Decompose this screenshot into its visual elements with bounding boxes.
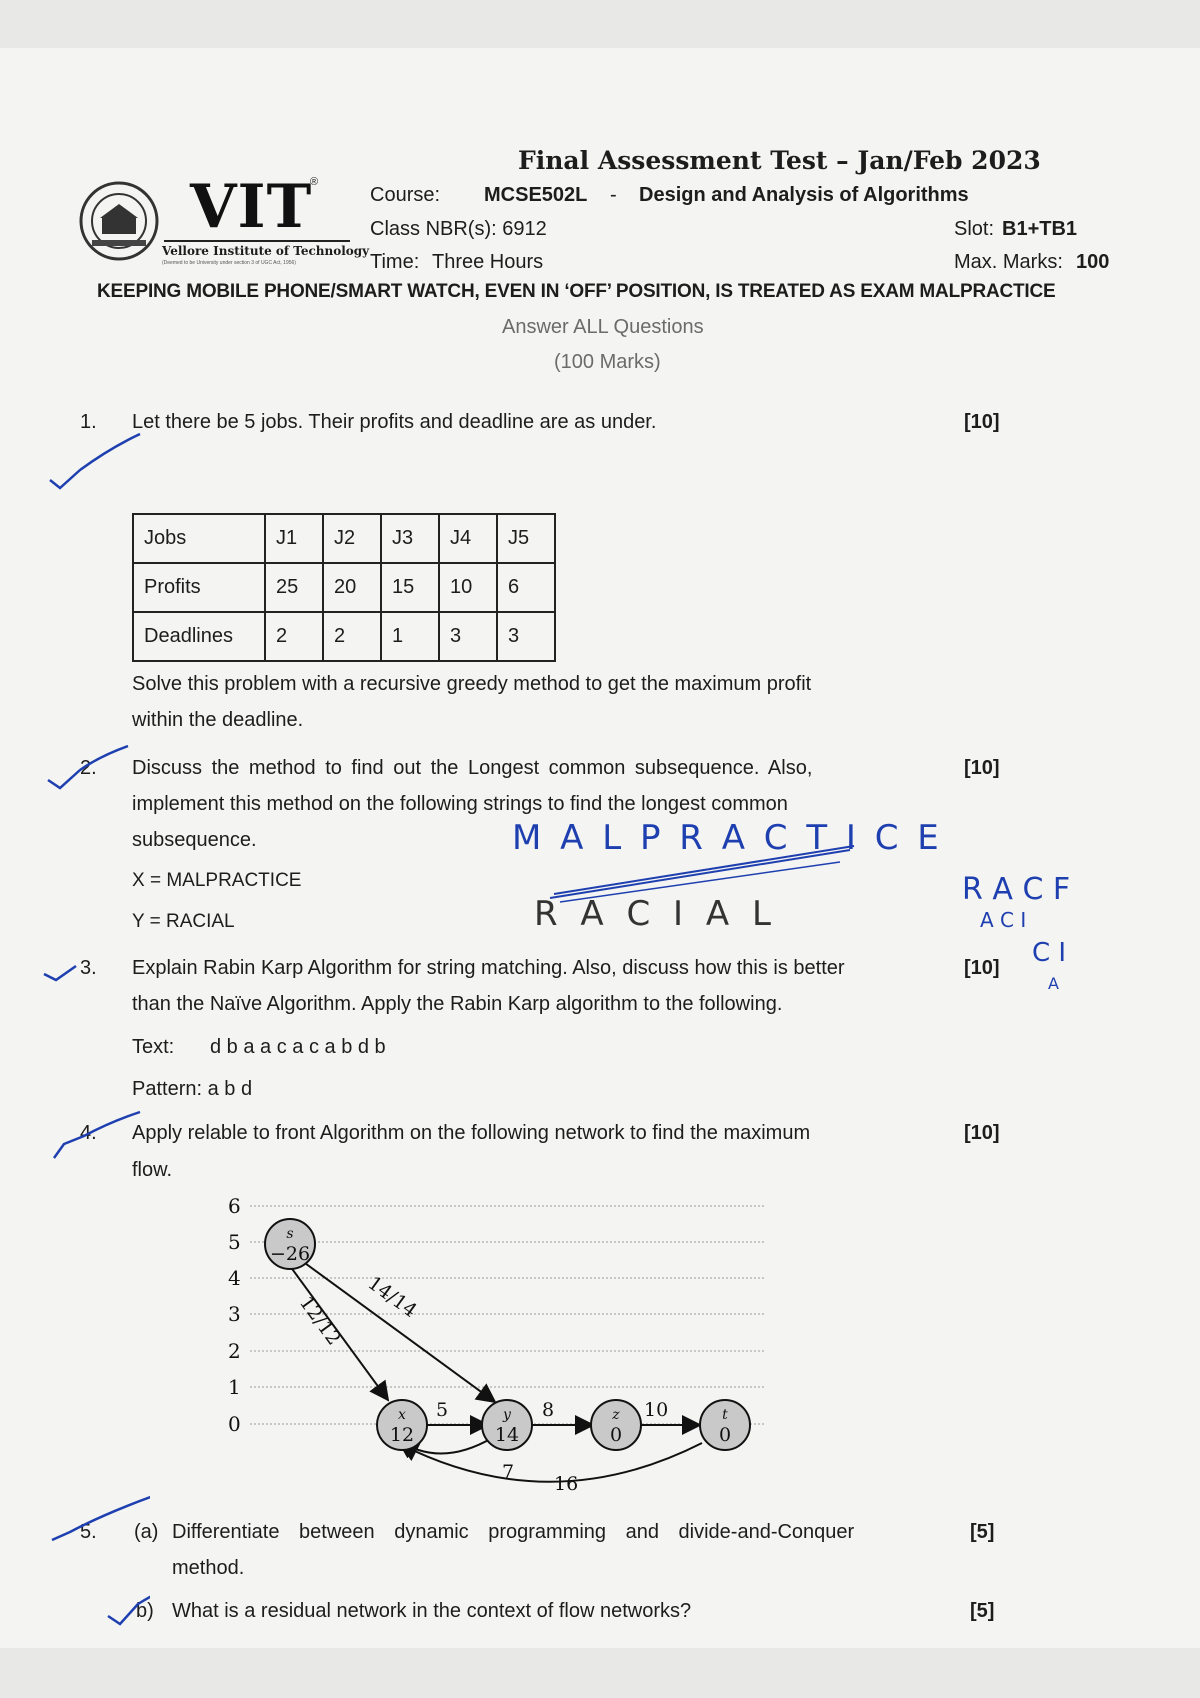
q2-line2: implement this method on the following strings to find the longest common bbox=[132, 793, 788, 815]
time-label: Time: bbox=[370, 251, 420, 273]
vit-logo-subtitle: Vellore Institute of Technology bbox=[162, 244, 370, 258]
max-marks-value: 100 bbox=[1076, 251, 1110, 273]
node-t-name: t bbox=[722, 1407, 728, 1423]
table-cell: 2 bbox=[265, 612, 323, 661]
handwritten-note-2: A C I bbox=[980, 908, 1027, 932]
q5-number: 5. bbox=[80, 1521, 97, 1543]
node-y-name: y bbox=[503, 1407, 511, 1423]
q2-string-x: X = MALPRACTICE bbox=[132, 870, 302, 891]
table-row bbox=[133, 563, 555, 612]
vit-logo bbox=[74, 172, 370, 266]
edge-label-s-y: 14/14 bbox=[363, 1272, 421, 1323]
q5a-label: (a) bbox=[134, 1521, 159, 1543]
edge-label-y-z: 8 bbox=[542, 1399, 555, 1421]
table-row bbox=[133, 514, 555, 563]
node-z-name: z bbox=[612, 1407, 620, 1423]
edge-label-x-y: 5 bbox=[436, 1399, 449, 1421]
registered-icon: ® bbox=[310, 176, 319, 188]
jobs-table bbox=[132, 513, 556, 662]
q3-text-value: d b a a c a c a b d b bbox=[210, 1036, 386, 1058]
handwritten-note-3: C I bbox=[1032, 938, 1067, 968]
max-marks-label: Max. Marks: bbox=[954, 251, 1063, 273]
level-label: 5 bbox=[228, 1230, 241, 1254]
q5b-text: What is a residual network in the context of flow networks? bbox=[172, 1600, 692, 1622]
exam-title: Final Assessment Test – Jan/Feb 2023 bbox=[518, 146, 1041, 175]
q4-line1: Apply relable to front Algorithm on the following network to find the maximum bbox=[132, 1122, 811, 1144]
q5b-label: b) bbox=[136, 1600, 154, 1622]
course-label: Course: bbox=[370, 184, 441, 206]
handwritten-note-1: R A C F bbox=[962, 872, 1071, 907]
level-label: 6 bbox=[228, 1194, 241, 1218]
table-cell: J4 bbox=[439, 514, 497, 563]
q3-marks: [10] bbox=[964, 957, 1000, 979]
q3-line1: Explain Rabin Karp Algorithm for string matching. Also, discuss how this is better bbox=[132, 957, 845, 979]
q1-marks: [10] bbox=[964, 411, 1000, 433]
course-name: Design and Analysis of Algorithms bbox=[639, 184, 969, 206]
level-label: 1 bbox=[228, 1375, 241, 1399]
vit-logo-text: VIT bbox=[190, 172, 313, 242]
q1-text: Let there be 5 jobs. Their profits and deadline are as under. bbox=[132, 411, 657, 433]
q3-text-label: Text: bbox=[132, 1036, 175, 1058]
node-s-name: s bbox=[286, 1226, 294, 1242]
table-cell: J5 bbox=[497, 514, 555, 563]
slot-label: Slot: bbox=[954, 218, 995, 240]
level-label: 2 bbox=[228, 1339, 241, 1363]
malpractice-warning: KEEPING MOBILE PHONE/SMART WATCH, EVEN IN ‘OFF’ POSITION, IS TREATED AS EXAM MALPRACTICE bbox=[97, 281, 1056, 302]
table-cell: Profits bbox=[133, 563, 265, 612]
table-cell: 2 bbox=[323, 612, 381, 661]
table-cell: J3 bbox=[381, 514, 439, 563]
table-row bbox=[133, 612, 555, 661]
q4-line2: flow. bbox=[132, 1159, 173, 1181]
table-cell: 3 bbox=[497, 612, 555, 661]
exam-paper bbox=[0, 48, 1200, 1648]
vit-logo-tiny: (Deemed to be University under section 3 of UGC Act, 1956) bbox=[162, 260, 296, 266]
q2-line3: subsequence. bbox=[132, 829, 257, 851]
edge-label-y-x: 7 bbox=[502, 1461, 515, 1483]
level-label: 0 bbox=[228, 1412, 241, 1436]
edge-label-s-x: 12/12 bbox=[294, 1292, 345, 1350]
table-cell: Deadlines bbox=[133, 612, 265, 661]
table-cell: J2 bbox=[323, 514, 381, 563]
q3-pattern: Pattern: a b d bbox=[132, 1078, 253, 1100]
table-cell: J1 bbox=[265, 514, 323, 563]
q2-string-y: Y = RACIAL bbox=[132, 911, 235, 932]
table-cell: 15 bbox=[381, 563, 439, 612]
q5a-line2: method. bbox=[172, 1557, 245, 1579]
course-code: MCSE502L bbox=[484, 184, 588, 206]
q2-line1: Discuss the method to find out the Longest common subsequence. Also, bbox=[132, 757, 813, 779]
q1-instruction-line1: Solve this problem with a recursive greedy method to get the maximum profit bbox=[132, 673, 812, 695]
table-cell: 3 bbox=[439, 612, 497, 661]
q3-line2: than the Naïve Algorithm. Apply the Rabin Karp algorithm to the following. bbox=[132, 993, 783, 1015]
q4-marks: [10] bbox=[964, 1122, 1000, 1144]
edge-label-t-x: 16 bbox=[554, 1473, 579, 1495]
time-value: Three Hours bbox=[432, 251, 544, 273]
q1-instruction-line2: within the deadline. bbox=[132, 709, 304, 731]
level-label: 4 bbox=[228, 1266, 241, 1290]
edge-t-x bbox=[400, 1443, 702, 1482]
vit-seal-icon bbox=[78, 180, 160, 262]
table-cell: 10 bbox=[439, 563, 497, 612]
level-label: 3 bbox=[228, 1302, 241, 1326]
table-cell: 20 bbox=[323, 563, 381, 612]
table-cell: 25 bbox=[265, 563, 323, 612]
node-x-name: x bbox=[398, 1407, 406, 1423]
node-z-value: 0 bbox=[609, 1424, 623, 1446]
table-cell: 1 bbox=[381, 612, 439, 661]
course-dash: - bbox=[610, 184, 617, 206]
table-cell: 6 bbox=[497, 563, 555, 612]
slot-value: B1+TB1 bbox=[1002, 218, 1078, 240]
handwritten-strike-lines bbox=[520, 838, 900, 908]
tick-mark-icons bbox=[40, 428, 150, 1628]
q2-marks: [10] bbox=[964, 757, 1000, 779]
table-cell: Jobs bbox=[133, 514, 265, 563]
class-nbr: Class NBR(s): 6912 bbox=[370, 218, 547, 240]
total-marks: (100 Marks) bbox=[554, 351, 661, 373]
node-s-value: −26 bbox=[269, 1243, 311, 1265]
q5b-marks: [5] bbox=[970, 1600, 995, 1622]
node-x-value: 12 bbox=[389, 1424, 415, 1446]
node-t-value: 0 bbox=[718, 1424, 732, 1446]
q2-number: 2. bbox=[80, 757, 97, 779]
flow-network-diagram bbox=[210, 1148, 780, 1498]
q3-number: 3. bbox=[80, 957, 97, 979]
q5a-marks: [5] bbox=[970, 1521, 995, 1543]
handwritten-malpractice: M A L P R A C T I C E bbox=[512, 818, 943, 858]
q4-number: 4. bbox=[80, 1122, 97, 1144]
node-y-value: 14 bbox=[494, 1424, 520, 1446]
logo-rule bbox=[164, 240, 350, 242]
handwritten-racial: R A C I A L bbox=[534, 894, 777, 934]
answer-all: Answer ALL Questions bbox=[502, 316, 704, 338]
handwritten-note-4: A bbox=[1048, 974, 1059, 993]
q1-number: 1. bbox=[80, 411, 97, 433]
edge-label-z-t: 10 bbox=[644, 1399, 669, 1421]
q5a-line1: Differentiate between dynamic programming and divide-and-Conquer bbox=[172, 1521, 855, 1543]
